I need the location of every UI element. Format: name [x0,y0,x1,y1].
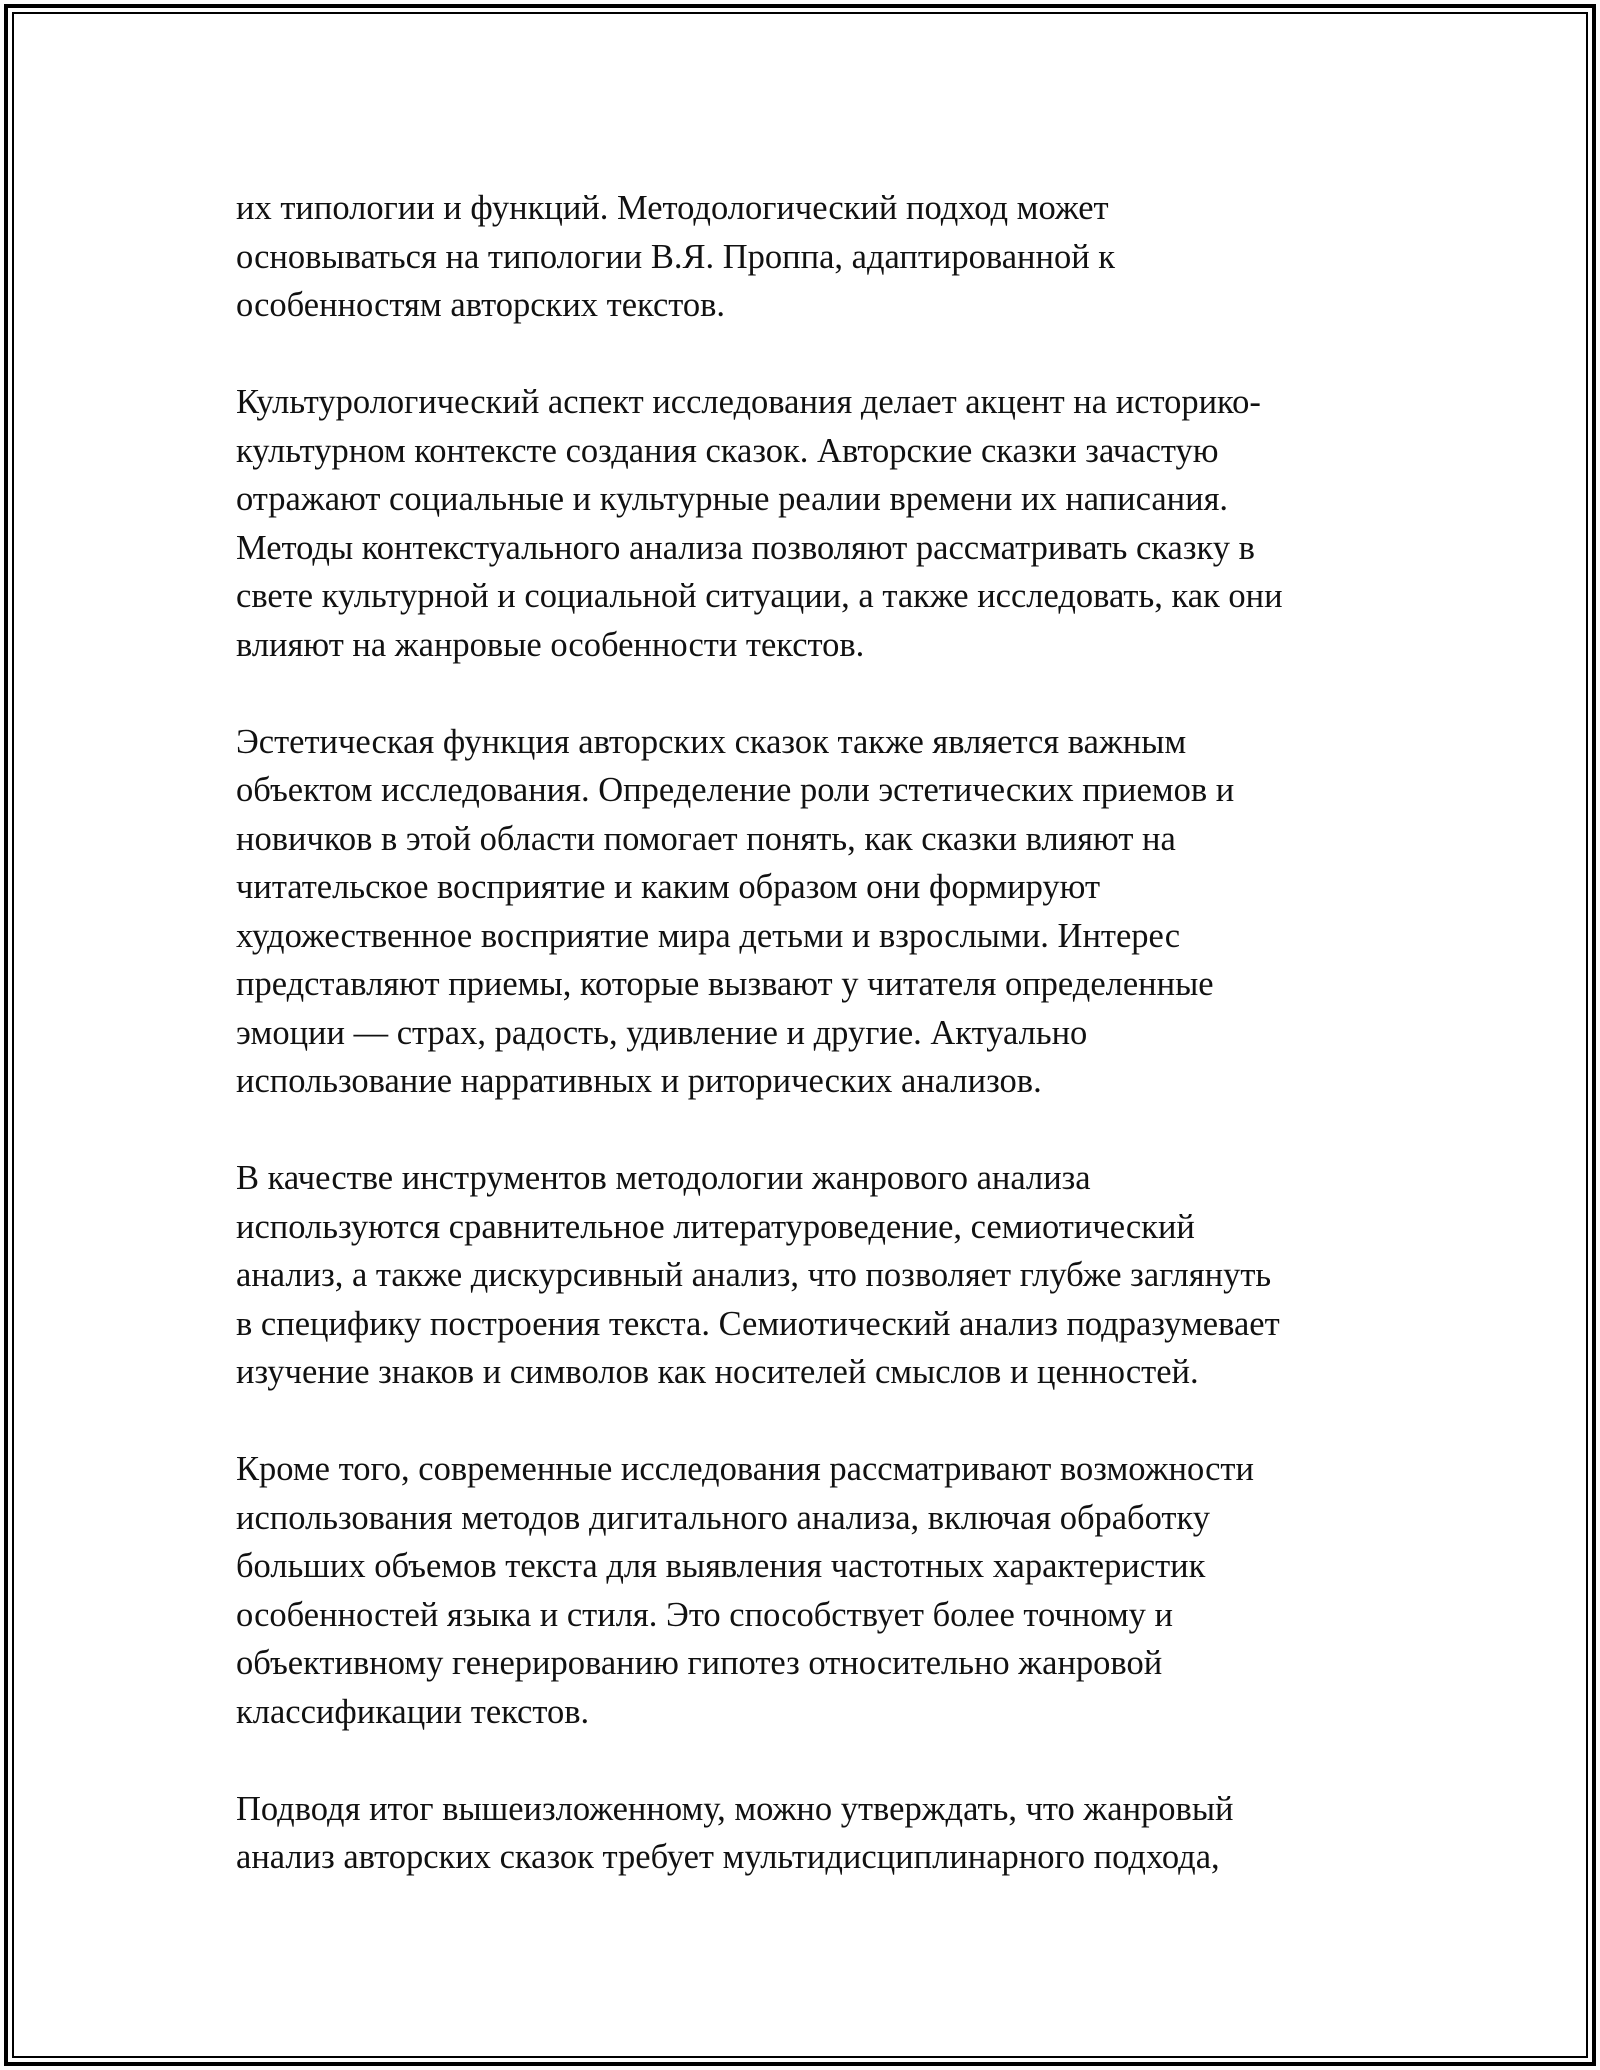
text-line: больших объемов текста для выявления частотных характеристик [236,1547,1206,1585]
text-line: читательское восприятие и каким образом они формируют [236,868,1101,906]
text-line: В качестве инструментов методологии жанрового анализа [236,1159,1091,1197]
paragraph [236,718,1376,1106]
text-line: свете культурной и социальной ситуации, а также исследовать, как они [236,577,1283,615]
text-line: используются сравнительное литературоведение, семиотический [236,1207,1195,1246]
text-line: основываться на типологии В.Я. Проппа, адаптированной к [236,237,1116,276]
text-line: культурном контексте создания сказок. Авторские сказки зачастую [236,431,1219,470]
paragraph [236,184,1376,330]
paragraph [236,1154,1376,1397]
text-line: влияют на жанровые особенности текстов. [236,625,865,664]
text-line: Кроме того, современные исследования рассматривают возможности [236,1450,1254,1488]
document-body [236,184,1376,1930]
text-line: отражают социальные и культурные реалии времени их написания. [236,480,1229,518]
text-line: Культурологический аспект исследования делает акцент на историко- [236,383,1261,421]
text-line: использование нарративных и риторических анализов. [236,1062,1042,1100]
text-line: их типологии и функций. Методологический подход может [236,189,1109,227]
text-line: художественное восприятие мира детьми и взрослыми. Интерес [236,916,1181,955]
text-line: Подводя итог вышеизложенному, можно утверждать, что жанровый [236,1789,1234,1828]
text-line: эмоции — страх, радость, удивление и другие. Актуально [236,1013,1088,1052]
text-line: изучение знаков и символов как носителей смыслов и ценностей. [236,1353,1199,1391]
text-line: представляют приемы, которые вызвают у читателя определенные [236,965,1214,1003]
text-line: анализ авторских сказок требует мультидисциплинарного подхода, [236,1838,1220,1876]
text-line: использования методов дигитального анализа, включая обработку [236,1498,1211,1537]
text-line: в специфику построения текста. Семиотический анализ подразумевает [236,1304,1280,1343]
text-line: анализ, а также дискурсивный анализ, что позволяет глубже заглянуть [236,1256,1272,1294]
paragraph [236,1785,1376,1882]
text-line: особенностей языка и стиля. Это способствует более точному и [236,1595,1173,1634]
text-line: особенностям авторских текстов. [236,286,726,324]
text-line: объектом исследования. Определение роли эстетических приемов и [236,771,1235,809]
paragraph [236,378,1376,669]
paragraph [236,1445,1376,1736]
text-line: Эстетическая функция авторских сказок также является важным [236,722,1187,761]
text-line: объективному генерированию гипотез относительно жанровой [236,1644,1163,1682]
text-line: классификации текстов. [236,1692,590,1731]
text-line: новичков в этой области помогает понять, как сказки влияют на [236,819,1176,858]
text-line: Методы контекстуального анализа позволяют рассматривать сказку в [236,528,1255,567]
